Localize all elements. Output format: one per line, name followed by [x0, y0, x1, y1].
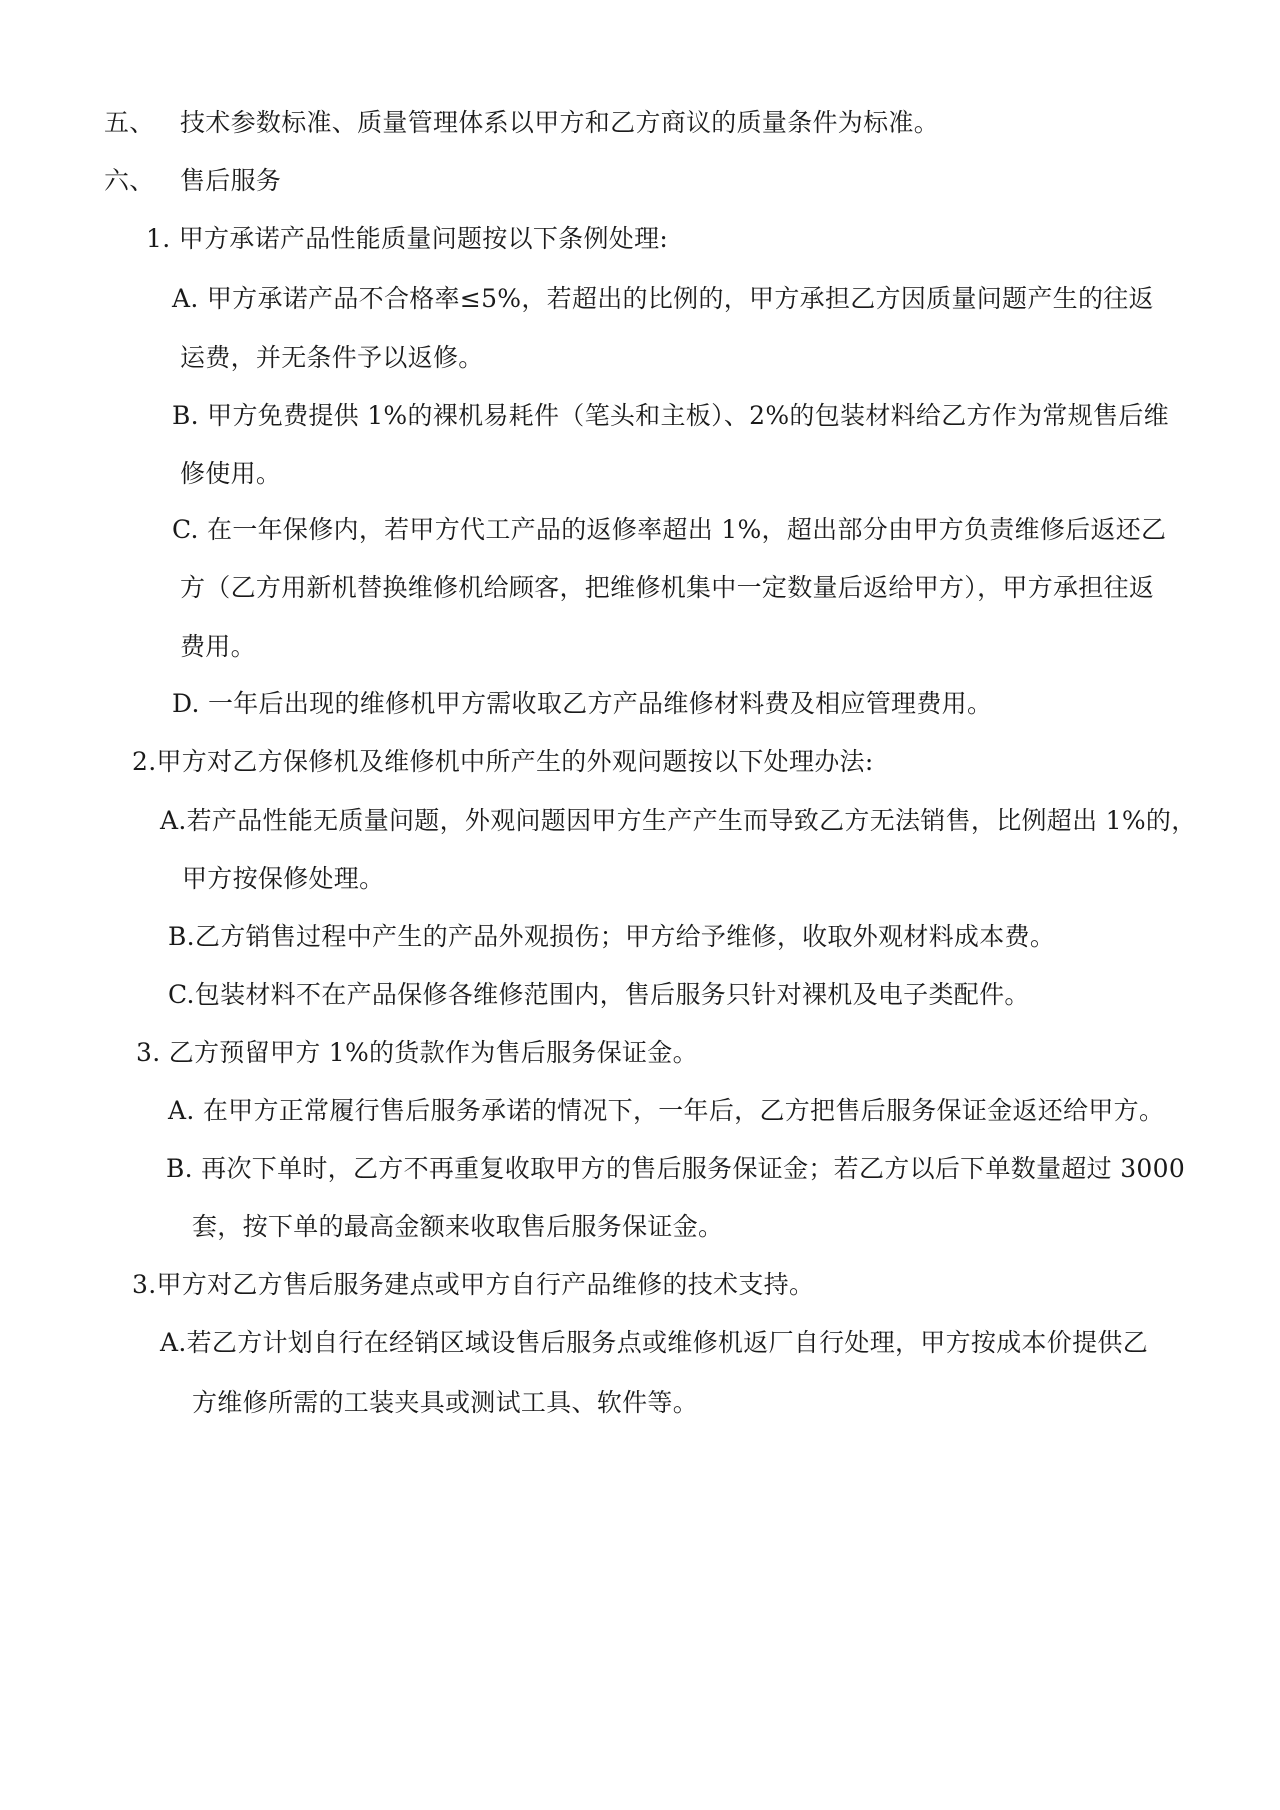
clause-heading: 3.甲方对乙方售后服务建点或甲方自行产品维修的技术支持。 — [132, 1270, 815, 1299]
clause-heading: 2.甲方对乙方保修机及维修机中所产生的外观问题按以下处理办法: — [132, 747, 874, 776]
clause-item-continuation: 套，按下单的最高金额来收取售后服务保证金。 — [192, 1212, 724, 1241]
clause-item-continuation: 方（乙方用新机替换维修机给顾客，把维修机集中一定数量后返给甲方），甲方承担往返 — [180, 573, 1155, 602]
clause-item: B. 再次下单时，乙方不再重复收取甲方的售后服务保证金；若乙方以后下单数量超过 3000 — [166, 1154, 1186, 1183]
clause-item-continuation: 甲方按保修处理。 — [182, 864, 385, 893]
section-number: 五、 — [104, 108, 155, 137]
clause-item: D. 一年后出现的维修机甲方需收取乙方产品维修材料费及相应管理费用。 — [172, 689, 993, 718]
clause-item: A. 在甲方正常履行售后服务承诺的情况下，一年后，乙方把售后服务保证金返还给甲方。 — [168, 1096, 1165, 1125]
clause-item: B. 甲方免费提供 1%的裸机易耗件（笔头和主板）、2%的包装材料给乙方作为常规售后维 — [172, 401, 1169, 430]
clause-item-continuation: 运费，并无条件予以返修。 — [180, 343, 484, 372]
clause-heading: 3. 乙方预留甲方 1%的货款作为售后服务保证金。 — [136, 1038, 698, 1067]
clause-item: B.乙方销售过程中产生的产品外观损伤；甲方给予维修，收取外观材料成本费。 — [168, 922, 1056, 951]
section-text: 技术参数标准、质量管理体系以甲方和乙方商议的质量条件为标准。 — [180, 108, 940, 137]
clause-item: C. 在一年保修内，若甲方代工产品的返修率超出 1%，超出部分由甲方负责维修后返还乙 — [172, 515, 1167, 544]
clause-item: A. 甲方承诺产品不合格率≤5%，若超出的比例的，甲方承担乙方因质量问题产生的往返 — [172, 284, 1154, 313]
clause-item-continuation: 方维修所需的工装夹具或测试工具、软件等。 — [192, 1388, 699, 1417]
clause-item-continuation: 修使用。 — [180, 459, 282, 488]
clause-item: C.包装材料不在产品保修各维修范围内，售后服务只针对裸机及电子类配件。 — [168, 980, 1030, 1009]
clause-item: A.若乙方计划自行在经销区域设售后服务点或维修机返厂自行处理，甲方按成本价提供乙 — [160, 1328, 1149, 1357]
clause-item: A.若产品性能无质量问题，外观问题因甲方生产产生而导致乙方无法销售，比例超出 1%的， — [160, 806, 1197, 835]
clause-heading: 1. 甲方承诺产品性能质量问题按以下条例处理: — [146, 224, 669, 253]
section-number: 六、 — [104, 166, 155, 195]
clause-item-continuation: 费用。 — [180, 632, 256, 661]
section-text: 售后服务 — [180, 166, 282, 195]
